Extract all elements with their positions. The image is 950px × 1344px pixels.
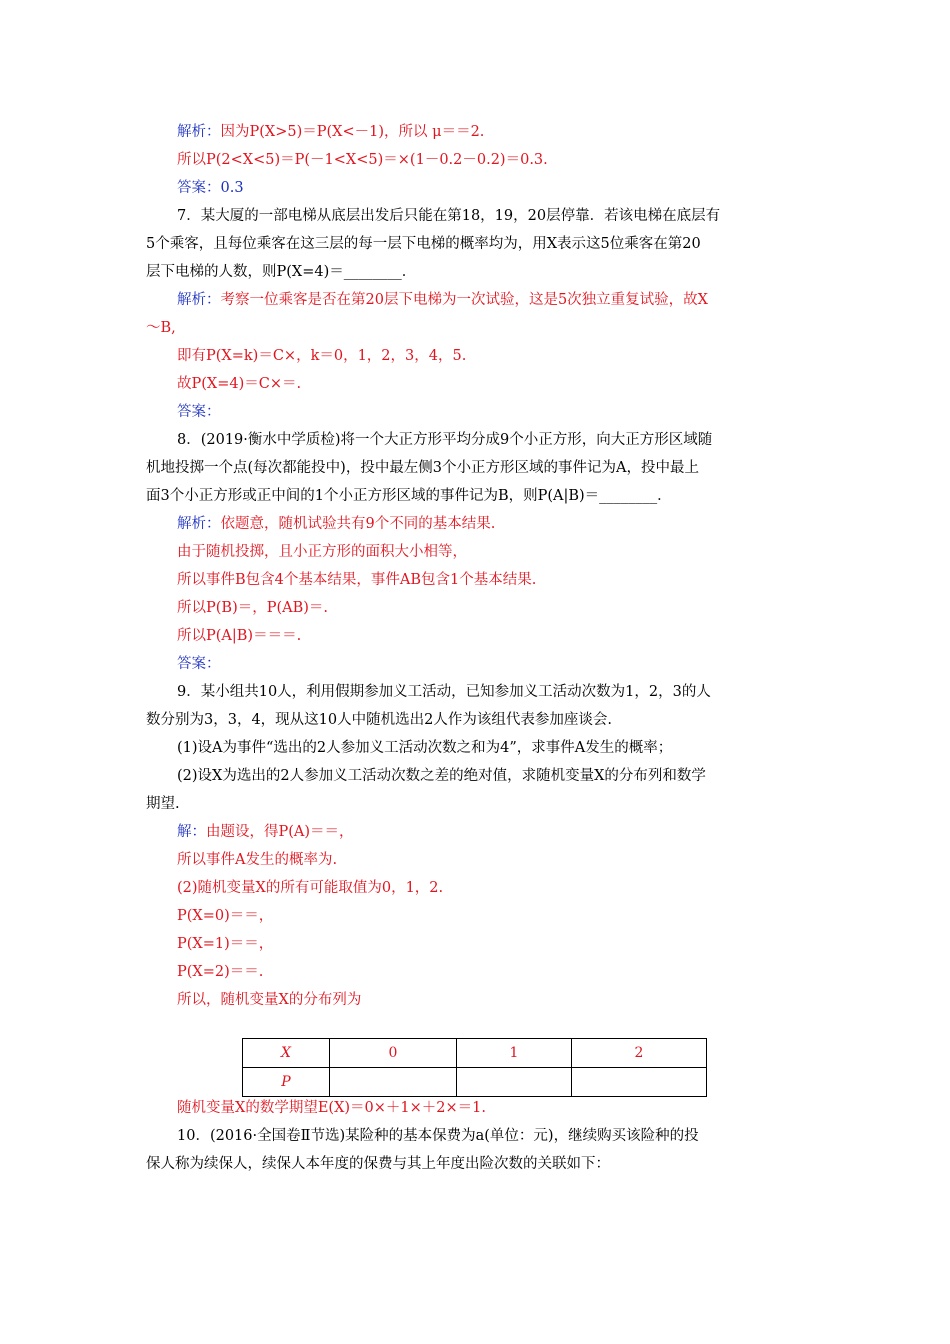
q9-part2-line2: 期望. xyxy=(146,796,180,812)
q6-analysis-line2: 所以P(2<X<5)＝P(－1<X<5)＝×(1－0.2－0.2)＝0.3. xyxy=(177,152,548,168)
q7-answer: 答案： xyxy=(177,404,221,420)
table-cell: 2 xyxy=(572,1039,707,1068)
analysis-text: 考察一位乘客是否在第20层下电梯为一次试验，这是5次独立重复试验，故X xyxy=(220,292,708,308)
q10-stem-line1: 10．(2016·全国卷Ⅱ节选)某险种的基本保费为a(单位：元)，继续购买该险种的投 xyxy=(177,1128,699,1144)
analysis-label: 解析： xyxy=(177,516,221,532)
q9-solution-line4: P(X=0)＝＝， xyxy=(177,908,274,924)
q7-analysis-line4: 故P(X=4)＝C×＝. xyxy=(177,376,302,392)
q8-answer: 答案： xyxy=(177,656,221,672)
q8-analysis-line3: 所以事件B包含4个基本结果，事件AB包含1个基本结果. xyxy=(177,572,537,588)
q8-analysis-line2: 由于随机投掷，且小正方形的面积大小相等， xyxy=(177,544,467,560)
q9-solution-line5: P(X=1)＝＝， xyxy=(177,936,274,952)
q9-stem-line2: 数分别为3，3，4，现从这10人中随机选出2人作为该组代表参加座谈会. xyxy=(146,712,612,728)
table-cell: X xyxy=(243,1039,330,1068)
analysis-text: 因为P(X>5)＝P(X<－1)，所以 μ＝＝2. xyxy=(220,124,485,140)
q10-stem-line2: 保人称为续保人，续保人本年度的保费与其上年度出险次数的关联如下： xyxy=(146,1156,610,1172)
table-cell xyxy=(330,1068,457,1097)
q8-stem-line2: 机地投掷一个点(每次都能投中)，投中最左侧3个小正方形区域的事件记为A，投中最上 xyxy=(146,460,700,476)
q8-analysis-line1 xyxy=(177,514,495,534)
solution-text: 由题设，得P(A)＝＝， xyxy=(206,824,354,840)
q8-analysis-line5: 所以P(A|B)＝＝＝. xyxy=(177,628,302,644)
q9-solution-line6: P(X=2)＝＝. xyxy=(177,964,264,980)
q8-analysis-line4: 所以P(B)＝，P(AB)＝. xyxy=(177,600,329,616)
distribution-table xyxy=(242,1038,707,1097)
q7-analysis-line3: 即有P(X=k)＝C×，k＝0，1，2，3，4，5. xyxy=(177,348,467,364)
q7-stem-line1: 7．某大厦的一部电梯从底层出发后只能在第18，19，20层停靠．若该电梯在底层有 xyxy=(177,208,721,224)
q9-solution-line7: 所以，随机变量X的分布列为 xyxy=(177,992,362,1008)
q9-part2-line1: (2)设X为选出的2人参加义工活动次数之差的绝对值，求随机变量X的分布列和数学 xyxy=(177,768,706,784)
q9-solution-line2: 所以事件A发生的概率为. xyxy=(177,852,338,868)
table-cell xyxy=(572,1068,707,1097)
analysis-label: 解析： xyxy=(177,124,221,140)
q7-analysis-line2: ～B, xyxy=(146,320,176,336)
table-cell: P xyxy=(243,1068,330,1097)
table-row xyxy=(243,1039,707,1068)
solution-label: 解： xyxy=(177,824,206,840)
q9-part1: (1)设A为事件“选出的2人参加义工活动次数之和为4”，求事件A发生的概率； xyxy=(177,740,673,756)
q7-stem-line2: 5个乘客，且每位乘客在这三层的每一层下电梯的概率均为，用X表示这5位乘客在第20 xyxy=(146,236,701,252)
q6-answer: 答案：0.3 xyxy=(177,180,244,196)
q6-analysis-line1 xyxy=(177,122,484,142)
q9-expectation: 随机变量X的数学期望E(X)＝0×＋1×＋2×＝1. xyxy=(177,1100,487,1116)
q8-stem-line1: 8．(2019·衡水中学质检)将一个大正方形平均分成9个小正方形，向大正方形区域随 xyxy=(177,432,713,448)
table-cell: 0 xyxy=(330,1039,457,1068)
analysis-text: 依题意，随机试验共有9个不同的基本结果. xyxy=(220,516,496,532)
table-cell xyxy=(457,1068,572,1097)
q7-stem-line3: 层下电梯的人数，则P(X=4)＝________． xyxy=(146,264,417,280)
q9-solution-line1 xyxy=(177,822,354,842)
analysis-label: 解析： xyxy=(177,292,221,308)
q8-stem-line3: 面3个小正方形或正中间的1个小正方形区域的事件记为B，则P(A|B)＝________． xyxy=(146,488,672,504)
q9-stem-line1: 9．某小组共10人，利用假期参加义工活动，已知参加义工活动次数为1，2，3的人 xyxy=(177,684,711,700)
q9-solution-line3: (2)随机变量X的所有可能取值为0，1，2. xyxy=(177,880,444,896)
q7-analysis-line1 xyxy=(177,290,708,310)
table-cell: 1 xyxy=(457,1039,572,1068)
table-row xyxy=(243,1068,707,1097)
